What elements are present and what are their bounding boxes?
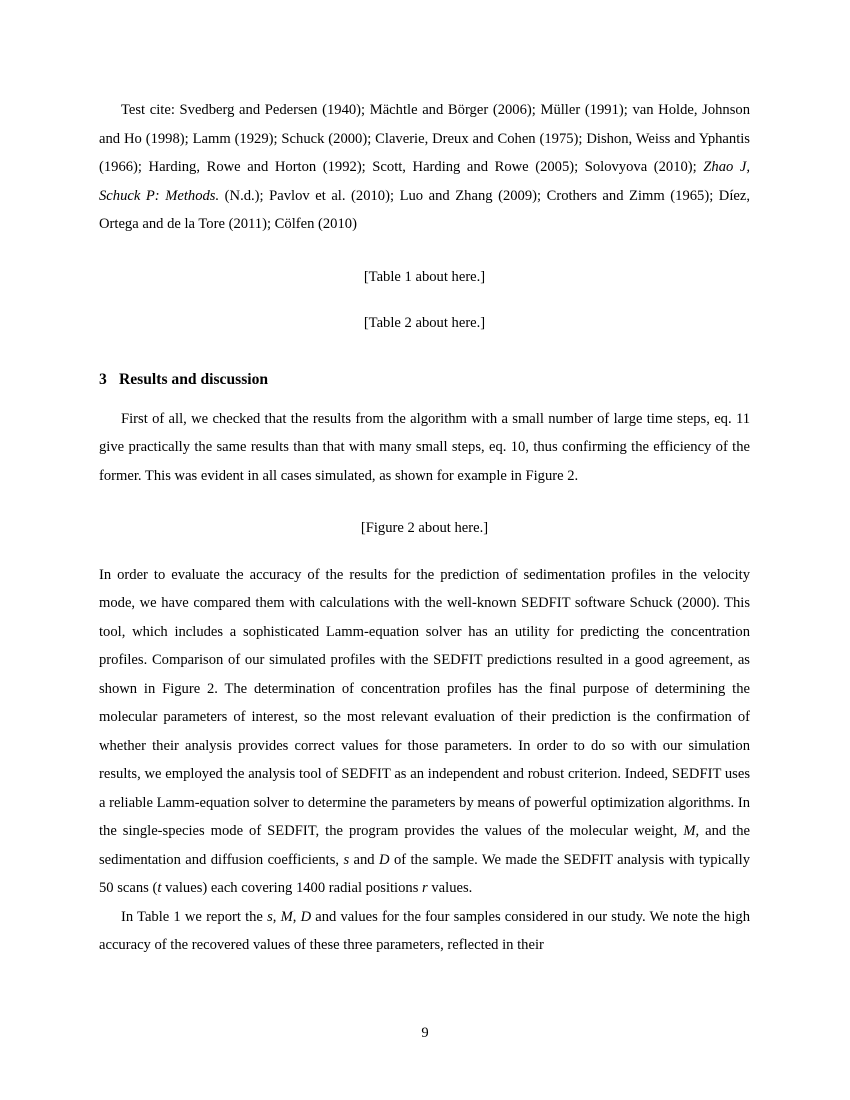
spacer — [99, 490, 750, 514]
sedfit-text-part-2: , and the sedimentation and diffusion coefficients, — [99, 823, 750, 868]
table1-report-part-1: In Table 1 we report the — [121, 908, 268, 925]
sedfit-text-part-4: of the sample. We made the SEDFIT analysis with typically 50 scans ( — [99, 851, 750, 896]
variable-molecular-weight: M — [280, 908, 293, 925]
citations-tail-text: (N.d.); Pavlov et al. (2010); Luo and Zhang (2009); Crothers and Zimm (1965); Díez, Ortega and de la Tore (2011); Cölfen (2010) — [99, 187, 750, 232]
page-number: 9 — [421, 1025, 429, 1041]
sedfit-text-part-6: values. — [427, 880, 473, 896]
variable-radial-position: r — [422, 880, 428, 896]
variable-sedimentation-coefficient: s — [267, 908, 273, 925]
table-2-placeholder: [Table 2 about here.] — [363, 315, 486, 331]
spacer — [99, 239, 750, 263]
variable-molecular-weight: M — [683, 823, 696, 839]
section-heading-results — [99, 366, 750, 395]
separator-comma: , — [272, 908, 281, 925]
sedfit-text-part-3: and — [349, 851, 379, 868]
section-number: 3 — [99, 371, 107, 388]
citations-lead-text: Test cite: Svedberg and Pedersen (1940); Mächtle and Börger (2006); Müller (1991); van Holde, Johnson and Ho (1998); Lamm (1929); Schuck (2000); Claverie, Dreux and Cohen (1975); Dishon, Weiss and Yphantis (1966); Harding, Rowe and Horton (1992); Scott, Harding and Rowe (2005); Solovyova (2010); — [99, 102, 750, 175]
paragraph-citations — [99, 96, 750, 239]
variable-diffusion-coefficient: D — [379, 851, 390, 868]
spacer — [99, 291, 750, 309]
spacer — [99, 543, 750, 561]
variable-diffusion-coefficient: D — [300, 908, 312, 925]
table-1-placeholder: [Table 1 about here.] — [363, 268, 486, 285]
table1-report-part-2: and values for the four samples considered in our study. We note the high accuracy of the recovered values of these three parameters, reflected in their — [99, 908, 750, 953]
variable-sedimentation-coefficient: s — [343, 851, 350, 868]
text-column — [99, 96, 750, 960]
paragraph-first-of-all: First of all, we checked that the results from the algorithm with a small number of large time steps, eq. 11 give practically the same results than that with many small steps, eq. 10, thus confirming the efficiency of the former. This was evident in all cases simulated, as shown for example in Figure 2. — [99, 410, 750, 484]
sedfit-text-part-5: values) each covering 1400 radial positions — [161, 880, 423, 896]
spacer — [99, 338, 750, 367]
citation-italic-reference: Zhao J, Schuck P: Methods. — [99, 159, 751, 204]
sedfit-text-part-1: In order to evaluate the accuracy of the results for the prediction of sedimentation profiles in the velocity mode, we have compared them with calculations with the well-known SEDFIT software Schuck (2000). This tool, which includes a sophisticated Lamm-equation solver has an utility for predicting the concentration profiles. Comparison of our simulated profiles with the SEDFIT predictions resulted in a good agreement, as shown in Figure 2. The determination of concentration profiles has the final purpose of determining the molecular parameters of interest, so the most relevant evaluation of their prediction is the confirmation of whether their analysis provides correct values for those parameters. In order to do so with our simulation results, we employed the analysis tool of SEDFIT as an independent and robust criterion. Indeed, SEDFIT uses a reliable Lamm-equation solver to determine the parameters by means of powerful optimization algorithms. In the single-species mode of SEDFIT, the program provides the values of the molecular weight, — [99, 566, 750, 839]
section-title: Results and discussion — [119, 371, 269, 388]
paragraph-table1-report — [99, 903, 750, 960]
figure-2-placeholder: [Figure 2 about here.] — [360, 520, 489, 536]
separator-comma: , — [292, 908, 301, 925]
variable-time: t — [157, 880, 162, 896]
paragraph-sedfit-comparison — [99, 561, 750, 903]
spacer — [99, 395, 750, 405]
